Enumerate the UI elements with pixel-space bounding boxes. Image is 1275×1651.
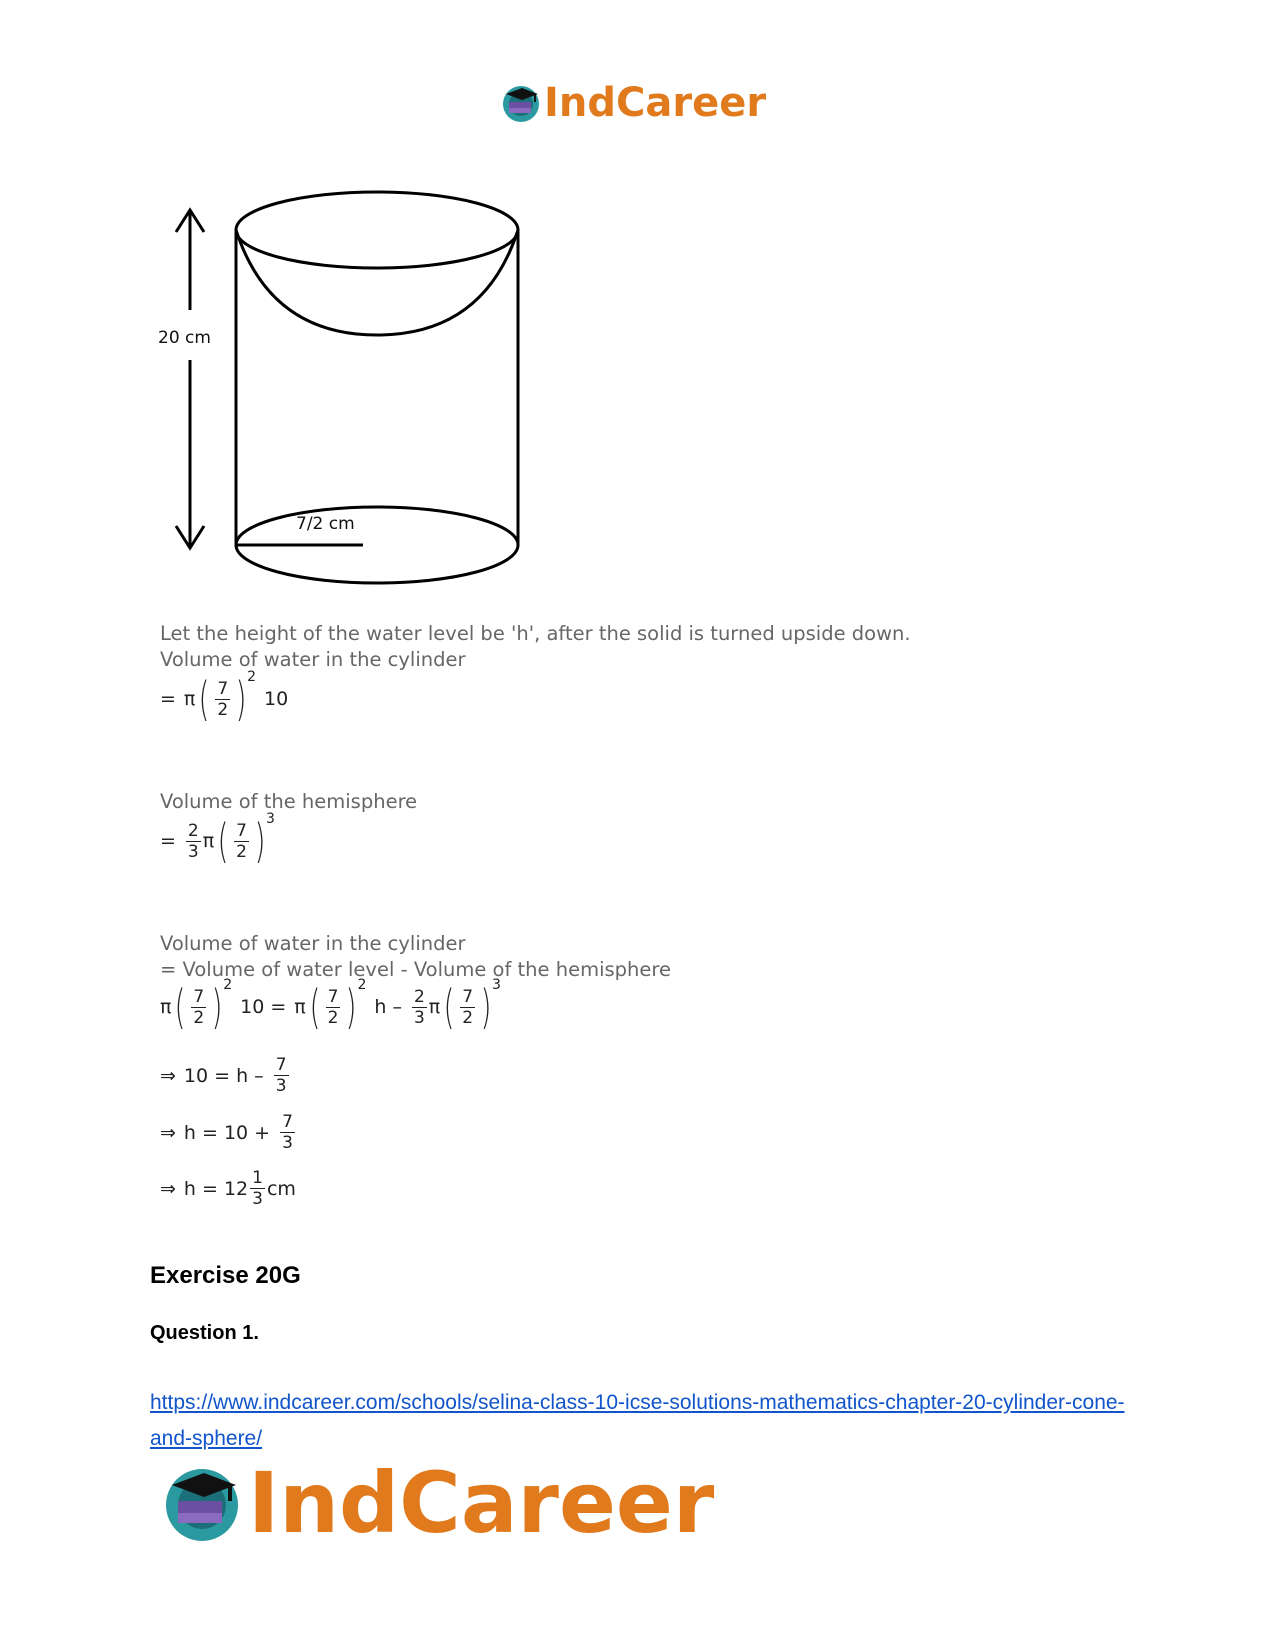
footer-logo [160, 1455, 714, 1550]
question-label: Question 1. [150, 1322, 259, 1344]
cylinder-top-ellipse [236, 192, 518, 268]
exercise-title: Exercise 20G [150, 1262, 301, 1289]
step-3: ⇒ h = 12 $\frac{1}{3}$ cm [160, 1168, 296, 1209]
solution-line-3: Volume of the hemisphere [160, 790, 418, 813]
logo-wordmark: IndCareer [248, 1453, 715, 1552]
hemisphere-curve [236, 230, 518, 335]
graduation-cap-icon [500, 82, 542, 124]
equation-cylinder-volume: = π ( $\frac{7}{2}$ ) 2 10 [160, 669, 289, 726]
equation-volume-balance: π ( $\frac{7}{2}$ ) 2 10 = π ( $\frac{7}{2}$ ) 2 h – $\frac{2}{3}$ π ( $\frac{7}{2}$ ) 3 [160, 977, 501, 1034]
source-link[interactable]: https://www.indcareer.com/schools/selina-class-10-icse-solutions-mathematics-chapter-20-cylinder-cone-and-sphere/ [150, 1391, 1125, 1450]
header-logo [500, 78, 766, 128]
graduation-cap-icon [160, 1461, 244, 1545]
height-label: 20 cm [158, 328, 211, 348]
cylinder-hemisphere-figure [150, 180, 550, 620]
solution-line-1: Let the height of the water level be 'h', after the solid is turned upside down. [160, 622, 911, 645]
equation-hemisphere-volume: = $\frac{2}{3}$ π ( $\frac{7}{2}$ ) 3 [160, 811, 275, 868]
solution-line-5: = Volume of water level - Volume of the hemisphere [160, 958, 671, 981]
step-2: ⇒ h = 10 + $\frac{7}{3}$ [160, 1112, 293, 1153]
solution-line-4: Volume of water in the cylinder [160, 932, 466, 955]
logo-wordmark: IndCareer [544, 80, 767, 126]
step-1: ⇒ 10 = h – $\frac{7}{3}$ [160, 1055, 287, 1096]
solution-line-2: Volume of water in the cylinder [160, 648, 466, 671]
radius-label: 7/2 cm [296, 514, 355, 534]
